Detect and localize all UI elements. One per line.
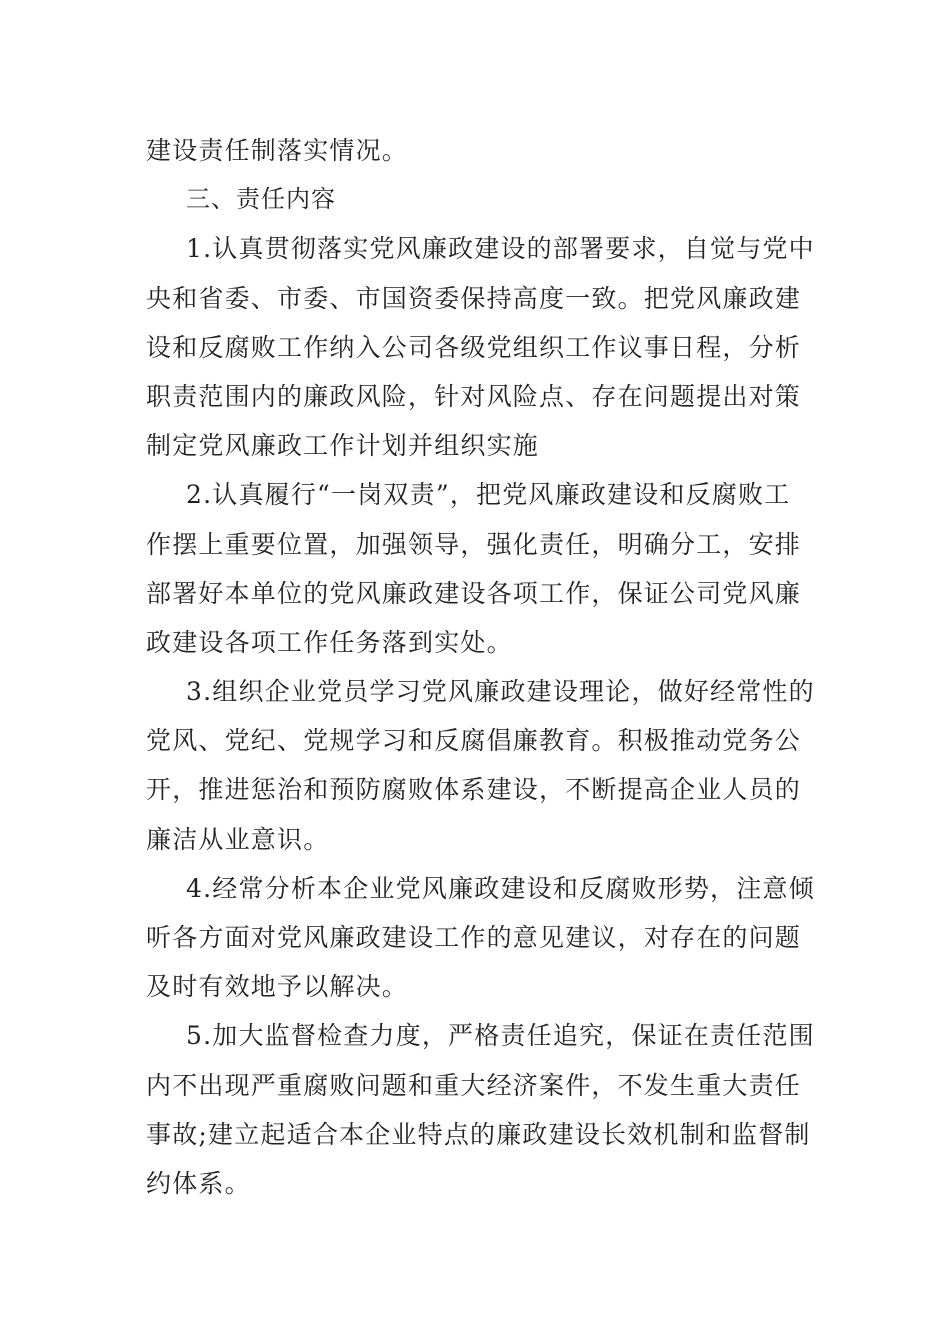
item-3-line: 3.组织企业党员学习党风廉政建设理论，做好经常性的: [186, 677, 815, 707]
item-2-line: 部署好本单位的党风廉政建设各项工作，保证公司党风廉: [146, 578, 802, 608]
item-1-line: 1.认真贯彻落实党风廉政建设的部署要求，自觉与党中: [186, 234, 815, 264]
item-2-line: 政建设各项工作任务落到实处。: [146, 627, 513, 657]
item-3-line: 开，推进惩治和预防腐败体系建设，不断提高企业人员的: [146, 775, 802, 805]
item-4-line: 听各方面对党风廉政建设工作的意见建议，对存在的问题: [146, 923, 802, 952]
item-1-line: 制定党风廉政工作计划并组织实施: [146, 431, 540, 461]
item-1-line: 央和省委、市委、市国资委保持高度一致。把党风廉政建: [146, 283, 802, 313]
item-5-line: 内不出现严重腐败问题和重大经济案件，不发生重大责任: [146, 1070, 802, 1100]
item-3-line: 廉洁从业意识。: [146, 824, 330, 854]
item-1-line: 设和反腐败工作纳入公司各级党组织工作议事日程，分析: [146, 332, 802, 362]
item-4-line: 及时有效地予以解决。: [146, 972, 409, 1002]
section-heading: 三、责任内容: [186, 185, 336, 214]
paragraph-line: 建设责任制落实情况。: [146, 136, 409, 165]
item-2-line: 作摆上重要位置，加强领导，强化责任，明确分工，安排: [146, 529, 802, 559]
item-3-line: 党风、党纪、党规学习和反腐倡廉教育。积极推动党务公: [146, 726, 802, 756]
item-1-line: 职责范围内的廉政风险，针对风险点、存在问题提出对策: [146, 381, 802, 411]
item-2-line: 2.认真履行“一岗双责”，把党风廉政建设和反腐败工: [186, 480, 791, 510]
item-5-line: 事故;建立起适合本企业特点的廉政建设长效机制和监督制: [146, 1119, 811, 1149]
document-body: [146, 126, 815, 1208]
item-4-line: 4.经常分析本企业党风廉政建设和反腐败形势，注意倾: [186, 873, 815, 903]
item-5-line: 5.加大监督检查力度，严格责任追究，保证在责任范围: [186, 1021, 815, 1051]
item-5-line: 约体系。: [146, 1168, 251, 1198]
